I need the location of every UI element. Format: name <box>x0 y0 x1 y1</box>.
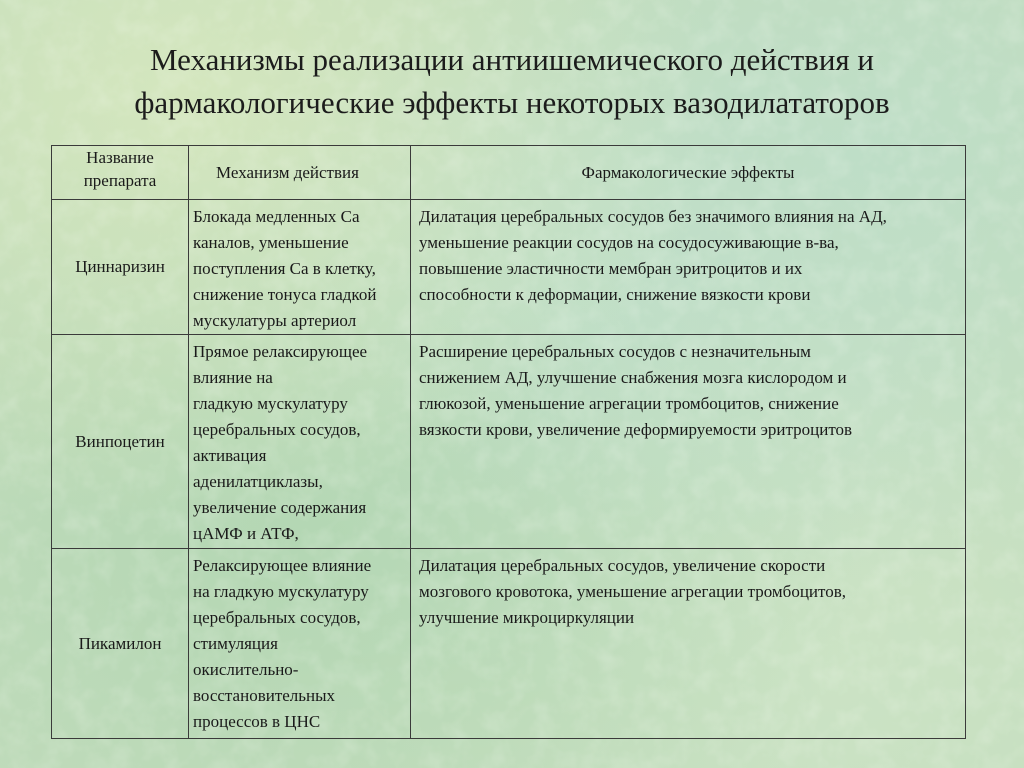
effects-line: вязкости крови, увеличение деформируемости эритроцитов <box>419 420 853 439</box>
mechanism-cell <box>189 549 411 739</box>
drug-name-cell: Циннаризин <box>52 200 189 335</box>
effects-cell <box>411 335 966 549</box>
effects-line: Расширение церебральных сосудов с незначительным <box>419 342 811 361</box>
effects-line: глюкозой, уменьшение агрегации тромбоцитов, снижение <box>419 394 839 413</box>
effects-line: мозгового кровотока, уменьшение агрегации тромбоцитов, <box>419 582 847 601</box>
mechanism-line: церебральных сосудов, <box>193 608 361 627</box>
mechanism-line: активация <box>193 446 267 465</box>
mechanism-line: увеличение содержания <box>193 498 367 517</box>
effects-line: Дилатация церебральных сосудов без значимого влияния на АД, <box>419 207 887 226</box>
mechanism-line: влияние на <box>193 368 273 387</box>
mechanism-line: аденилатциклазы, <box>193 472 323 491</box>
mechanism-line: мускулатуры артериол <box>193 311 357 330</box>
table-row <box>52 200 966 335</box>
slide-title-line-1: Механизмы реализации антиишемического действия и <box>149 42 875 77</box>
effects-line: Дилатация церебральных сосудов, увеличение скорости <box>419 556 826 575</box>
mechanism-cell <box>189 335 411 549</box>
mechanism-line: на гладкую мускулатуру <box>193 582 369 601</box>
drug-name-cell: Винпоцетин <box>52 335 189 549</box>
mechanism-line: гладкую мускулатуру <box>193 394 348 413</box>
vasodilators-table <box>51 145 966 739</box>
drug-name-cell: Пикамилон <box>52 549 189 739</box>
header-mechanism: Механизм действия <box>189 146 411 200</box>
slide-title <box>40 38 984 124</box>
mechanism-line: цАМФ и АТФ, <box>193 524 299 543</box>
mechanism-line: стимуляция <box>193 634 278 653</box>
effects-line: уменьшение реакции сосудов на сосудосуживающие в-ва, <box>419 233 839 252</box>
mechanism-line: процессов в ЦНС <box>193 712 321 731</box>
effects-line: повышение эластичности мембран эритроцитов и их <box>419 259 803 278</box>
table-header-row <box>52 146 966 200</box>
table-row <box>52 549 966 739</box>
effects-line: способности к деформации, снижение вязкости крови <box>419 285 811 304</box>
mechanism-line: снижение тонуса гладкой <box>193 285 377 304</box>
mechanism-line: Релаксирующее влияние <box>193 556 372 575</box>
effects-cell <box>411 200 966 335</box>
effects-line: снижением АД, улучшение снабжения мозга кислородом и <box>419 368 847 387</box>
mechanism-cell <box>189 200 411 335</box>
header-drug-name-line-1: Название <box>86 148 154 167</box>
mechanism-line: Прямое релаксирующее <box>193 342 368 361</box>
mechanism-line: каналов, уменьшение <box>193 233 349 252</box>
header-drug-name <box>52 146 189 200</box>
effects-line: улучшение микроциркуляции <box>419 608 635 627</box>
header-drug-name-line-2: препарата <box>83 171 157 190</box>
mechanism-line: церебральных сосудов, <box>193 420 361 439</box>
table-row <box>52 335 966 549</box>
effects-cell <box>411 549 966 739</box>
mechanism-line: поступления Са в клетку, <box>193 259 376 278</box>
mechanism-line: восстановительных <box>193 686 336 705</box>
mechanism-line: окислительно- <box>193 660 299 679</box>
header-effects: Фармакологические эффекты <box>411 146 966 200</box>
slide-title-line-2: фармакологические эффекты некоторых вазодилататоров <box>134 85 890 120</box>
mechanism-line: Блокада медленных Са <box>193 207 360 226</box>
